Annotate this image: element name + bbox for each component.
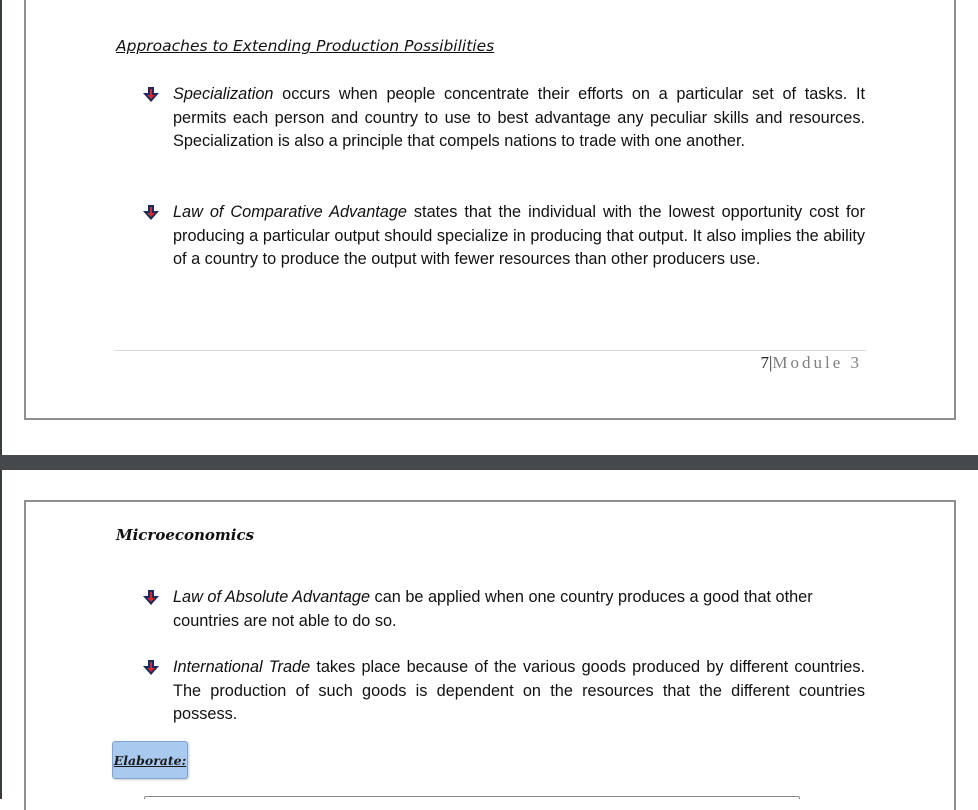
bullet-body: occurs when people concentrate their efforts on a particular set of tasks. It permits each person and country to use to best advantage any peculiar skills and resources. Specialization is also a principle that compels nations to trade with one another. [173, 85, 865, 150]
bullet-item [140, 586, 870, 633]
module-label: Module 3 [772, 353, 862, 372]
bullet-text [173, 83, 865, 154]
bullet-item [140, 201, 870, 272]
running-head: Microeconomics [116, 526, 255, 544]
footer-separator: | [768, 353, 773, 372]
page-number: 7 [760, 353, 769, 372]
viewer-left-edge [0, 0, 2, 455]
arrow-down-bullet-icon [142, 590, 160, 606]
bullet-item [140, 83, 870, 154]
bullet-item [140, 656, 870, 727]
bullet-body: states that the individual with the lowest opportunity cost for producing a particular output should specialize in producing that output. It also implies the ability of a country to produce the output with fewer resources than other producers use. [173, 203, 866, 268]
bullet-text [173, 201, 865, 272]
bullet-body: can be applied when one country produces a good that other countries are not able to do so. [173, 588, 813, 630]
bullet-term: Specialization [173, 85, 274, 103]
bullet-term: International Trade [173, 658, 311, 676]
elaborate-label: Elaborate: [113, 752, 187, 768]
elaborate-callout [112, 741, 188, 779]
bullet-text [173, 656, 865, 727]
arrow-down-bullet-icon [142, 660, 160, 676]
arrow-down-bullet-icon [142, 205, 160, 221]
page-gap [0, 455, 978, 470]
page-footer [760, 353, 862, 373]
bullet-body: takes place because of the various goods produced by different countries. The production of such goods is dependent on the resources that the different countries possess. [173, 658, 865, 723]
bullet-text [173, 586, 865, 633]
arrow-down-bullet-icon [142, 87, 160, 103]
bullet-term: Law of Comparative Advantage [173, 203, 407, 221]
section-heading: Approaches to Extending Production Possibilities [116, 37, 495, 55]
viewer-left-edge-lower [0, 470, 2, 799]
footer-divider [114, 350, 866, 351]
bullet-term: Law of Absolute Advantage [173, 588, 371, 606]
